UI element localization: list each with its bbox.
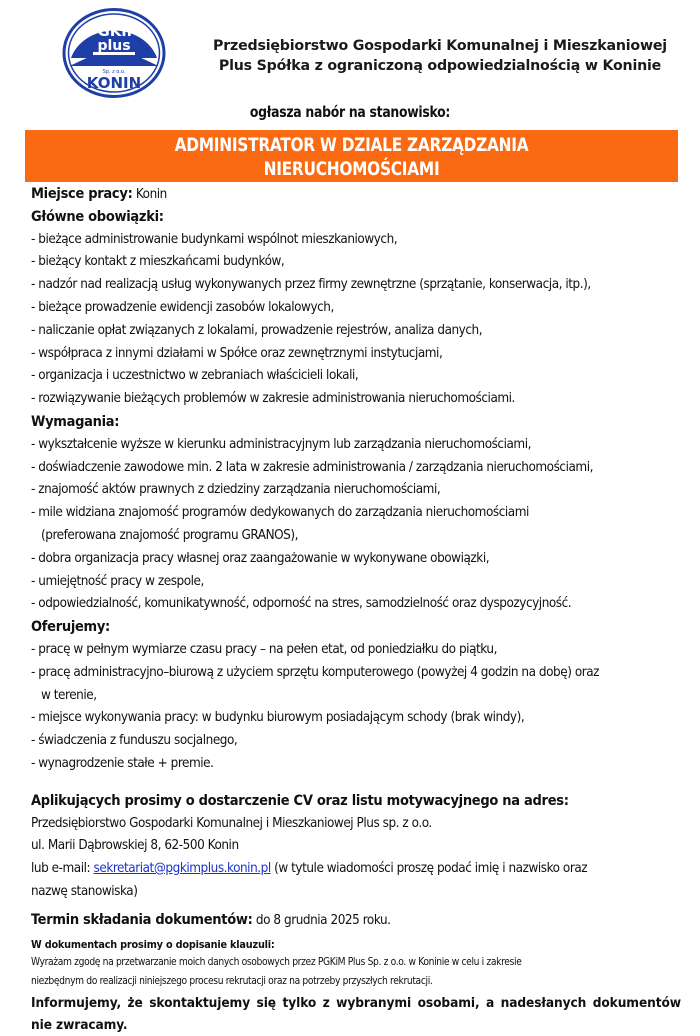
requirement-item: - doświadczenie zawodowe min. 2 lata w zakresie administrowania / zarządzania nieruchomościami, xyxy=(31,459,593,475)
duties-heading: Główne obowiązki: xyxy=(31,208,164,225)
apply-email-prefix: lub e-mail: xyxy=(31,861,94,877)
work-location-value: Konin xyxy=(135,187,167,202)
clause-line-1: Wyrażam zgodę na przetwarzanie moich danych osobowych przez PGKiM Plus Sp. z o.o. w Koninie w celu i zakresie xyxy=(31,956,522,968)
company-name-line-1: Przedsiębiorstwo Gospodarki Komunalnej i Mieszkaniowej xyxy=(213,38,667,54)
requirement-item: - znajomość aktów prawnych z dziedziny zarządzania nieruchomościami, xyxy=(31,482,441,498)
apply-email-suffix: (w tytule wiadomości proszę podać imię i nazwisko oraz xyxy=(270,861,588,877)
posting-body xyxy=(31,183,691,1036)
requirement-item: - mile widziana znajomość programów dedykowanych do zarządzania nieruchomościami xyxy=(31,505,529,521)
duty-item: - współpraca z innymi działami w Spółce oraz zewnętrznymi instytucjami, xyxy=(31,345,443,361)
work-location xyxy=(31,183,691,206)
duty-item: - bieżący kontakt z mieszkańcami budynków, xyxy=(31,254,285,270)
logo-text-spzoo: Sp. z o.o. xyxy=(102,69,126,75)
duty-item: - bieżące administrowanie budynkami wspólnot mieszkaniowych, xyxy=(31,231,398,247)
offer-item: - miejsce wykonywania pracy: w budynku biurowym posiadającym schody (brak windy), xyxy=(31,710,525,726)
announcement-text: ogłasza nabór na stanowisko: xyxy=(249,103,451,121)
logo-text-pgkim: PGKiM xyxy=(86,22,142,40)
duty-item: - nadzór nad realizacją usług wykonywanych przez firmy zewnętrzne (sprzątanie, konserwacja, itp.), xyxy=(31,277,591,293)
requirement-item-continued: (preferowana znajomość programu GRANOS), xyxy=(41,527,298,543)
job-title-line-1: ADMINISTRATOR W DZIALE ZARZĄDZANIA xyxy=(174,134,529,156)
duty-item: - naliczanie opłat związanych z lokalami, prowadzenie rejestrów, analiza danych, xyxy=(31,322,483,338)
company-name-line-2: Plus Spółka z ograniczoną odpowiedzialnością w Koninie xyxy=(218,58,662,74)
deadline xyxy=(31,909,691,932)
job-title-banner xyxy=(25,130,678,182)
email-link[interactable]: sekretariat@pgkimplus.konin.pl xyxy=(93,861,271,877)
clause-line-2: niezbędnym do realizacji niniejszego procesu rekrutacji oraz na potrzeby przyszłych rekrutacji. xyxy=(31,976,433,987)
job-title-line-2: NIERUCHOMOŚCIAMI xyxy=(263,158,440,180)
final-note: Informujemy, że skontaktujemy się tylko z wybranymi osobami, a nadesłanych dokumentów nie zwracamy. xyxy=(31,994,681,1033)
logo-text-konin: KONIN xyxy=(86,74,142,92)
apply-email-line xyxy=(31,858,691,881)
duty-item: - bieżące prowadzenie ewidencji zasobów lokalowych, xyxy=(31,299,334,315)
logo-emblem xyxy=(62,8,166,98)
offer-item: - pracę administracyjno–biurową z użyciem sprzętu komputerowego (powyżej 4 godzin na dobę) oraz xyxy=(31,664,600,680)
apply-email-suffix-line-2: nazwę stanowiska) xyxy=(31,883,138,899)
deadline-label: Termin składania dokumentów: xyxy=(31,911,253,928)
offer-item: - wynagrodzenie stałe + premie. xyxy=(31,755,214,771)
offer-heading: Oferujemy: xyxy=(31,619,110,636)
apply-heading: Aplikujących prosimy o dostarczenie CV oraz listu motywacyjnego na adres: xyxy=(31,792,569,809)
offer-item: - świadczenia z funduszu socjalnego, xyxy=(31,733,238,749)
apply-address-line-2: ul. Marii Dąbrowskiej 8, 62-500 Konin xyxy=(31,838,239,854)
offer-item-continued: w terenie, xyxy=(41,687,97,703)
duty-item: - organizacja i uczestnictwo w zebraniach właścicieli lokali, xyxy=(31,368,359,384)
apply-address-line-1: Przedsiębiorstwo Gospodarki Komunalnej i Mieszkaniowej Plus sp. z o.o. xyxy=(31,815,432,831)
company-name xyxy=(190,36,690,76)
requirement-item: - dobra organizacja pracy własnej oraz zaangażowanie w wykonywane obowiązki, xyxy=(31,550,490,566)
clause-heading: W dokumentach prosimy o dopisanie klauzuli: xyxy=(31,937,275,951)
requirement-item: - odpowiedzialność, komunikatywność, odporność na stres, samodzielność oraz dyspozycyjność. xyxy=(31,596,572,612)
logo-text-plus: plus xyxy=(97,38,131,54)
offer-item: - pracę w pełnym wymiarze czasu pracy – na pełen etat, od poniedziałku do piątku, xyxy=(31,641,497,657)
requirements-heading: Wymagania: xyxy=(31,413,120,430)
company-logo xyxy=(62,8,166,98)
deadline-value: do 8 grudnia 2025 roku. xyxy=(252,912,391,928)
requirement-item: - wykształcenie wyższe w kierunku administracyjnym lub zarządzania nieruchomościami, xyxy=(31,436,531,452)
requirement-item: - umiejętność pracy w zespole, xyxy=(31,573,204,589)
duty-item: - rozwiązywanie bieżących problemów w zakresie administrowania nieruchomościami. xyxy=(31,391,515,407)
work-location-label: Miejsce pracy: xyxy=(31,186,133,202)
